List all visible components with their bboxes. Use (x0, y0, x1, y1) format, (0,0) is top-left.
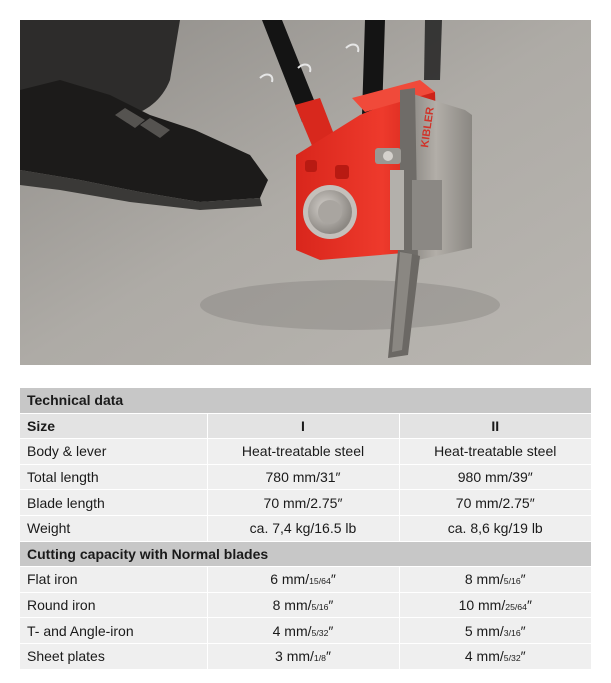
row-value: Heat-treatable steel (399, 439, 591, 465)
product-photo (20, 20, 591, 365)
row-value: 8 mm/5/16″ (399, 567, 591, 593)
technical-data-table (20, 388, 591, 670)
size-col-1: I (207, 413, 399, 439)
row-label: Blade length (20, 490, 207, 516)
row-label: Round iron (20, 592, 207, 618)
row-label: Weight (20, 515, 207, 541)
table-row (20, 515, 591, 541)
table-row (20, 618, 591, 644)
table-row (20, 592, 591, 618)
row-value: 4 mm/5/32″ (399, 643, 591, 669)
row-value: ca. 7,4 kg/16.5 lb (207, 515, 399, 541)
brand-label: KIBLER (419, 106, 437, 149)
row-value: ca. 8,6 kg/19 lb (399, 515, 591, 541)
size-label: Size (20, 413, 207, 439)
row-value: 8 mm/5/16″ (207, 592, 399, 618)
row-value: Heat-treatable steel (207, 439, 399, 465)
table-row (20, 490, 591, 516)
row-value: 780 mm/31″ (207, 464, 399, 490)
table-row (20, 464, 591, 490)
row-value: 4 mm/5/32″ (207, 618, 399, 644)
table-row (20, 439, 591, 465)
section-header-technical (20, 388, 591, 413)
row-label: Total length (20, 464, 207, 490)
row-label: Sheet plates (20, 643, 207, 669)
table-row (20, 643, 591, 669)
section-header-cutting (20, 541, 591, 567)
row-value: 10 mm/25/64″ (399, 592, 591, 618)
row-label: T- and Angle-iron (20, 618, 207, 644)
row-value: 70 mm/2.75″ (207, 490, 399, 516)
row-value: 6 mm/15/64″ (207, 567, 399, 593)
row-value: 3 mm/1/8″ (207, 643, 399, 669)
section-title: Technical data (20, 388, 591, 413)
row-value: 980 mm/39″ (399, 464, 591, 490)
size-col-2: II (399, 413, 591, 439)
size-header-row (20, 413, 591, 439)
section-title: Cutting capacity with Normal blades (20, 541, 591, 567)
row-label: Flat iron (20, 567, 207, 593)
row-value: 70 mm/2.75″ (399, 490, 591, 516)
row-label: Body & lever (20, 439, 207, 465)
table-row (20, 567, 591, 593)
row-value: 5 mm/3/16″ (399, 618, 591, 644)
